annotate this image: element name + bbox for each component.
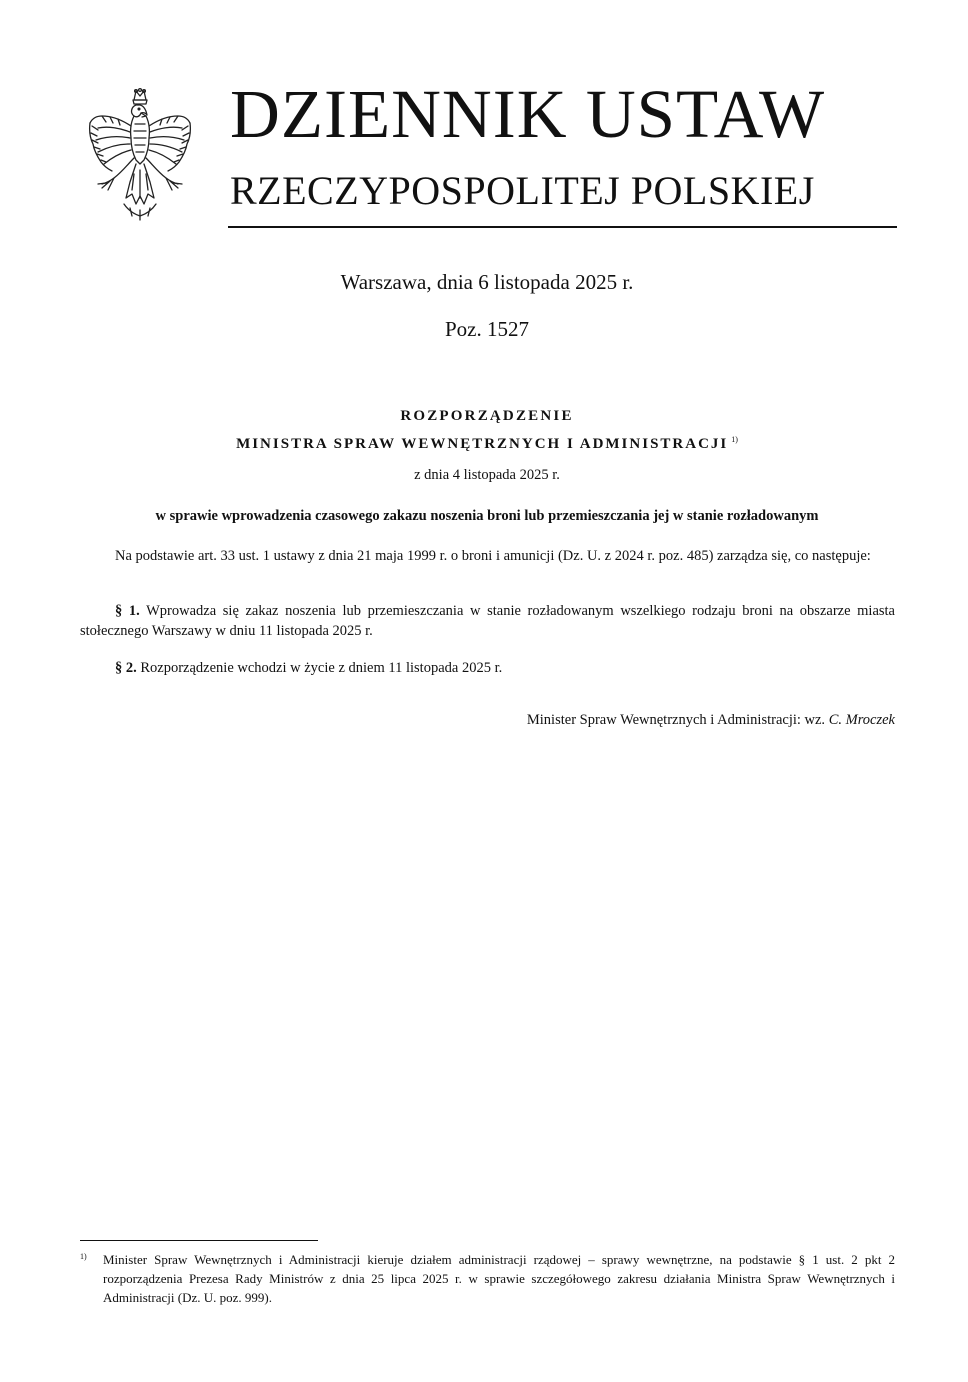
act-issuer-text: MINISTRA SPRAW WEWNĘTRZNYCH I ADMINISTRACJI xyxy=(236,436,729,452)
signature-line xyxy=(400,710,895,730)
signature-role: Minister Spraw Wewnętrznych i Administracji: wz. xyxy=(526,712,826,728)
act-type-heading: ROZPORZĄDZENIE xyxy=(400,408,574,424)
section-2-paragraph xyxy=(80,658,895,678)
act-subject: w sprawie wprowadzenia czasowego zakazu noszenia broni lub przemieszczania jej w stanie rozładowanym xyxy=(155,508,819,524)
section-1-text: Wprowadza się zakaz noszenia lub przemieszczania w stanie rozładowanym wszelkiego rodzaju broni na obszarze miasta stołecznego Warszawy w dniu 11 listopada 2025 r. xyxy=(80,603,895,639)
masthead-divider xyxy=(228,226,897,228)
section-2-text: Rozporządzenie wchodzi w życie z dniem 11 listopada 2025 r. xyxy=(140,660,503,676)
legal-basis-paragraph: Na podstawie art. 33 ust. 1 ustawy z dnia 21 maja 1999 r. o broni i amunicji (Dz. U. z 2024 r. poz. 485) zarządza się, co następuje: xyxy=(115,548,871,564)
footnote-reference: 1) xyxy=(731,435,738,444)
act-date: z dnia 4 listopada 2025 r. xyxy=(414,467,560,483)
section-1-paragraph xyxy=(80,601,895,641)
masthead-subtitle: RZECZYPOSPOLITEJ POLSKIEJ xyxy=(230,168,815,213)
act-issuer-heading xyxy=(0,430,968,454)
footnote-divider xyxy=(80,1240,318,1241)
polish-eagle-emblem-icon xyxy=(84,86,196,224)
section-2-label: § 2. xyxy=(115,660,137,676)
section-1-label: § 1. xyxy=(115,603,140,619)
signature-name: C. Mroczek xyxy=(828,712,895,728)
issue-date-line: Warszawa, dnia 6 listopada 2025 r. xyxy=(340,270,634,294)
footnote-marker: 1) xyxy=(80,1252,87,1261)
masthead-title: DZIENNIK USTAW xyxy=(230,76,826,152)
footnote-text: Minister Spraw Wewnętrznych i Administracji kieruje działem administracji rządowej – sprawy wewnętrzne, na podstawie § 1 ust. 2 pkt 2 rozporządzenia Prezesa Rady Ministrów z dnia 25 lipca 2025 r. w sprawie szczegółowego zakresu działania Ministra Spraw Wewnętrznych i Administracji (Dz. U. poz. 999). xyxy=(103,1252,895,1305)
issue-position: Poz. 1527 xyxy=(445,317,529,341)
